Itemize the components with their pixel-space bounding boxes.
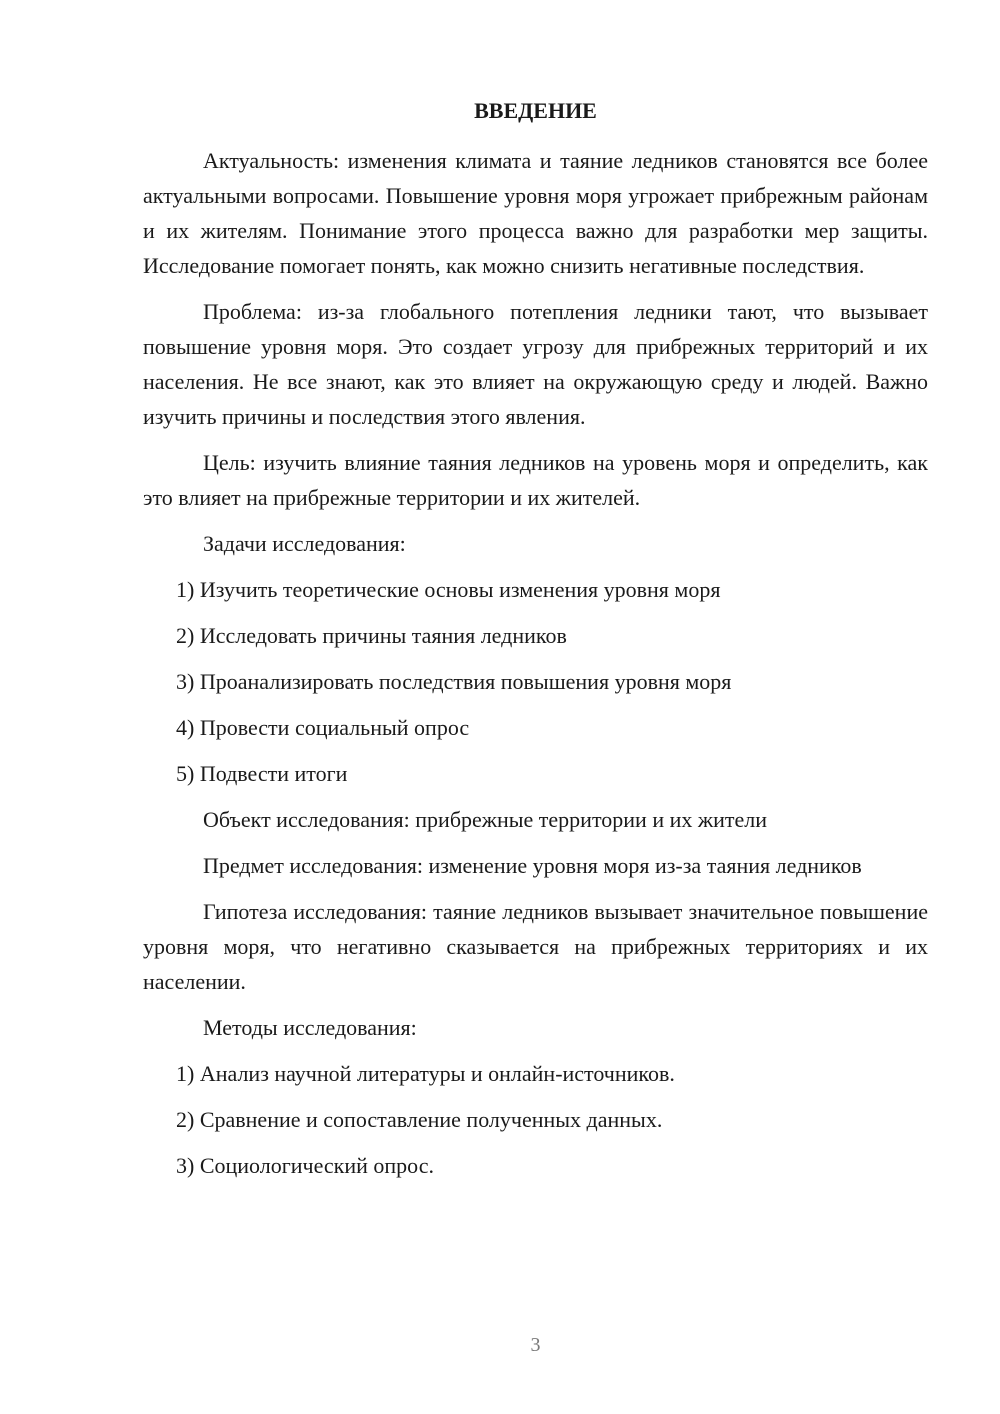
list-item-method-2: 2) Сравнение и сопоставление полученных данных.	[176, 1107, 663, 1132]
list-item-task-4: 4) Провести социальный опрос	[176, 715, 470, 740]
list-item-task-2: 2) Исследовать причины таяния ледников	[176, 623, 567, 648]
list-item-task-5: 5) Подвести итоги	[176, 761, 348, 786]
paragraph-subject: Предмет исследования: изменение уровня моря из-за таяния ледников	[203, 853, 862, 878]
document-body	[143, 143, 928, 1194]
paragraph-object: Объект исследования: прибрежные территории и их жители	[203, 807, 767, 832]
tasks-list	[143, 572, 928, 791]
paragraph-problem: Проблема: из-за глобального потепления ледники тают, что вызывает повышение уровня моря. Это создает угрозу для прибрежных территорий и их населения. Не все знают, как это влияет на окружающую среду и людей. Важно изучить причины и последствия этого явления.	[143, 299, 928, 429]
paragraph-goal: Цель: изучить влияние таяния ледников на уровень моря и определить, как это влияет на прибрежные территории и их жителей.	[143, 450, 928, 510]
tasks-heading: Задачи исследования:	[203, 531, 406, 556]
methods-heading: Методы исследования:	[203, 1015, 417, 1040]
list-item-task-3: 3) Проанализировать последствия повышения уровня моря	[176, 669, 732, 694]
methods-list	[143, 1056, 928, 1183]
document-page	[143, 0, 928, 1414]
paragraph-hypothesis: Гипотеза исследования: таяние ледников вызывает значительное повышение уровня моря, что негативно сказывается на прибрежных территориях и их населении.	[143, 899, 928, 994]
list-item-method-3: 3) Социологический опрос.	[176, 1153, 434, 1178]
page-number: 3	[530, 1334, 541, 1356]
paragraph-relevance: Актуальность: изменения климата и таяние ледников становятся все более актуальными вопросами. Повышение уровня моря угрожает прибрежным районам и их жителям. Понимание этого процесса важно для разработки мер защиты. Исследование помогает понять, как можно снизить негативные последствия.	[143, 148, 928, 278]
list-item-task-1: 1) Изучить теоретические основы изменения уровня моря	[176, 577, 721, 602]
page-title: ВВЕДЕНИЕ	[474, 98, 597, 123]
list-item-method-1: 1) Анализ научной литературы и онлайн-источников.	[176, 1061, 675, 1086]
